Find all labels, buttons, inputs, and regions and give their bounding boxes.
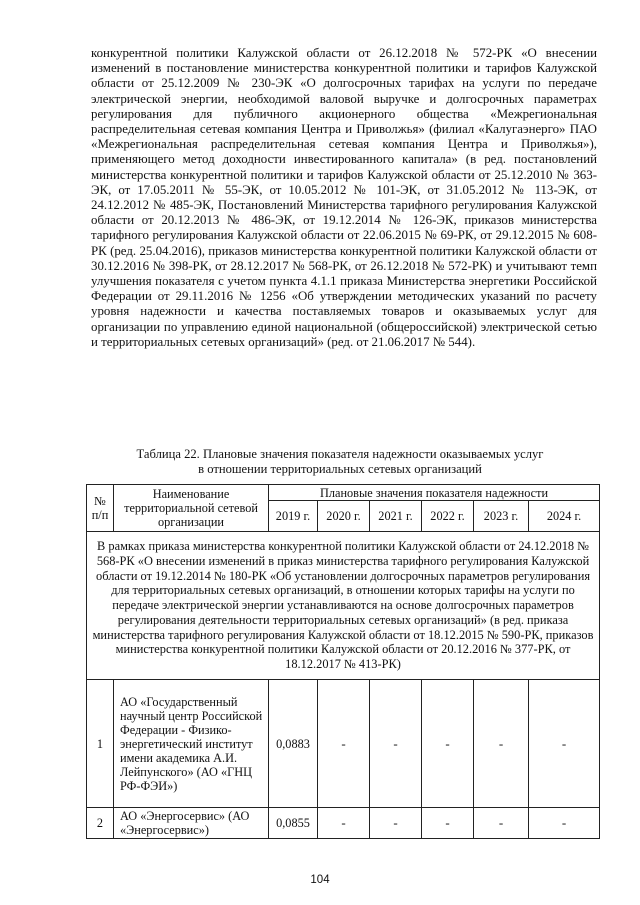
- table-caption: [100, 447, 580, 477]
- header-year: 2022 г.: [422, 501, 474, 532]
- header-planned-values: Плановые значения показателя надежности: [269, 485, 600, 501]
- value-cell: -: [370, 808, 422, 839]
- row-number: 1: [87, 680, 114, 808]
- header-year: 2021 г.: [370, 501, 422, 532]
- value-cell: 0,0883: [269, 680, 318, 808]
- value-cell: 0,0855: [269, 808, 318, 839]
- header-year: 2024 г.: [529, 501, 600, 532]
- header-org-name: Наименование территориальной сетевой организации: [114, 485, 269, 532]
- reliability-table: [86, 484, 600, 839]
- org-name-cell: АО «Государственный научный центр Российской Федерации - Физико-энергетический институт имени академика А.И. Лейпунского» (АО «ГНЦ РФ-ФЭИ»): [114, 680, 269, 808]
- value-cell: -: [474, 808, 529, 839]
- page-number: 104: [310, 874, 330, 886]
- value-cell: -: [474, 680, 529, 808]
- table-caption-line1: Таблица 22. Плановые значения показателя надежности оказываемых услуг: [136, 447, 544, 461]
- table-caption-line2: в отношении территориальных сетевых организаций: [198, 462, 482, 476]
- body-paragraph: конкурентной политики Калужской области от 26.12.2018 № 572-РК «О внесении изменений в постановление министерства конкурентной политики и тарифов Калужской области от 25.12.2009 № 230-ЭК «О долгосрочных тарифах на услуги по передаче электрической энергии, необходимой валовой выручке и долгосрочных параметрах регулирования для публичного акционерного общества «Межрегиональная распределительная сетевая компания Центра и Приволжья» (филиал «Калугаэнерго» ПАО «Межрегиональная распределительная сетевая компания Центра и Приволжья»), применяющего метод доходности инвестированного капитала» (в ред. постановлений министерства конкурентной политики и тарифов Калужской области от 25.12.2010 № 363-ЭК, от 17.05.2011 № 55-ЭК, от 10.05.2012 № 101-ЭК, от 31.05.2012 № 113-ЭК, от 24.12.2012 № 485-ЭК, Постановлений Министерства тарифного регулирования Калужской области от 20.12.2013 № 486-ЭК, от 19.12.2014 № 126-ЭК, приказов министерства тарифного регулирования Калужской области от 22.06.2015 № 69-РК, от 29.12.2015 № 608-РК (ред. 25.04.2016), приказов министерства конкурентной политики Калужской области от 30.12.2016 № 398-РК, от 28.12.2017 № 568-РК, от 26.12.2018 № 572-РК) и учитывают темп улучшения показателя с учетом пункта 4.1.1 приказа Министерства энергетики Российской Федерации от 29.11.2016 № 1256 «Об утверждении методических указаний по расчету уровня надежности и качества поставляемых товаров и оказываемых услуг для организации по управлению единой национальной (общероссийской) электрической сетью и территориальных сетевых организаций» (ред. от 21.06.2017 № 544).: [91, 46, 597, 349]
- value-cell: -: [529, 680, 600, 808]
- value-cell: -: [318, 680, 370, 808]
- value-cell: -: [529, 808, 600, 839]
- header-num: № п/п: [87, 485, 114, 532]
- table-section-note: В рамках приказа министерства конкурентной политики Калужской области от 24.12.2018 № 568-РК «О внесении изменений в приказ министерства тарифного регулирования Калужской области от 19.12.2014 № 180-РК «Об установлении долгосрочных параметров регулирования для территориальных сетевых организаций, в отношении которых тарифы на услуги по передаче электрической энергии устанавливаются на основе долгосрочных параметров регулирования деятельности территориальных сетевых организаций» (в ред. приказа министерства тарифного регулирования Калужской области от 18.12.2015 № 590-РК, приказов министерства конкурентной политики Калужской области от 20.12.2016 № 377-РК, от 18.12.2017 № 413-РК): [87, 532, 600, 680]
- value-cell: -: [422, 808, 474, 839]
- header-year: 2020 г.: [318, 501, 370, 532]
- row-number: 2: [87, 808, 114, 839]
- table-row: [87, 680, 600, 808]
- header-year: 2023 г.: [474, 501, 529, 532]
- header-year: 2019 г.: [269, 501, 318, 532]
- table-row: [87, 808, 600, 839]
- org-name-cell: АО «Энергосервис» (АО «Энергосервис»): [114, 808, 269, 839]
- value-cell: -: [370, 680, 422, 808]
- value-cell: -: [422, 680, 474, 808]
- value-cell: -: [318, 808, 370, 839]
